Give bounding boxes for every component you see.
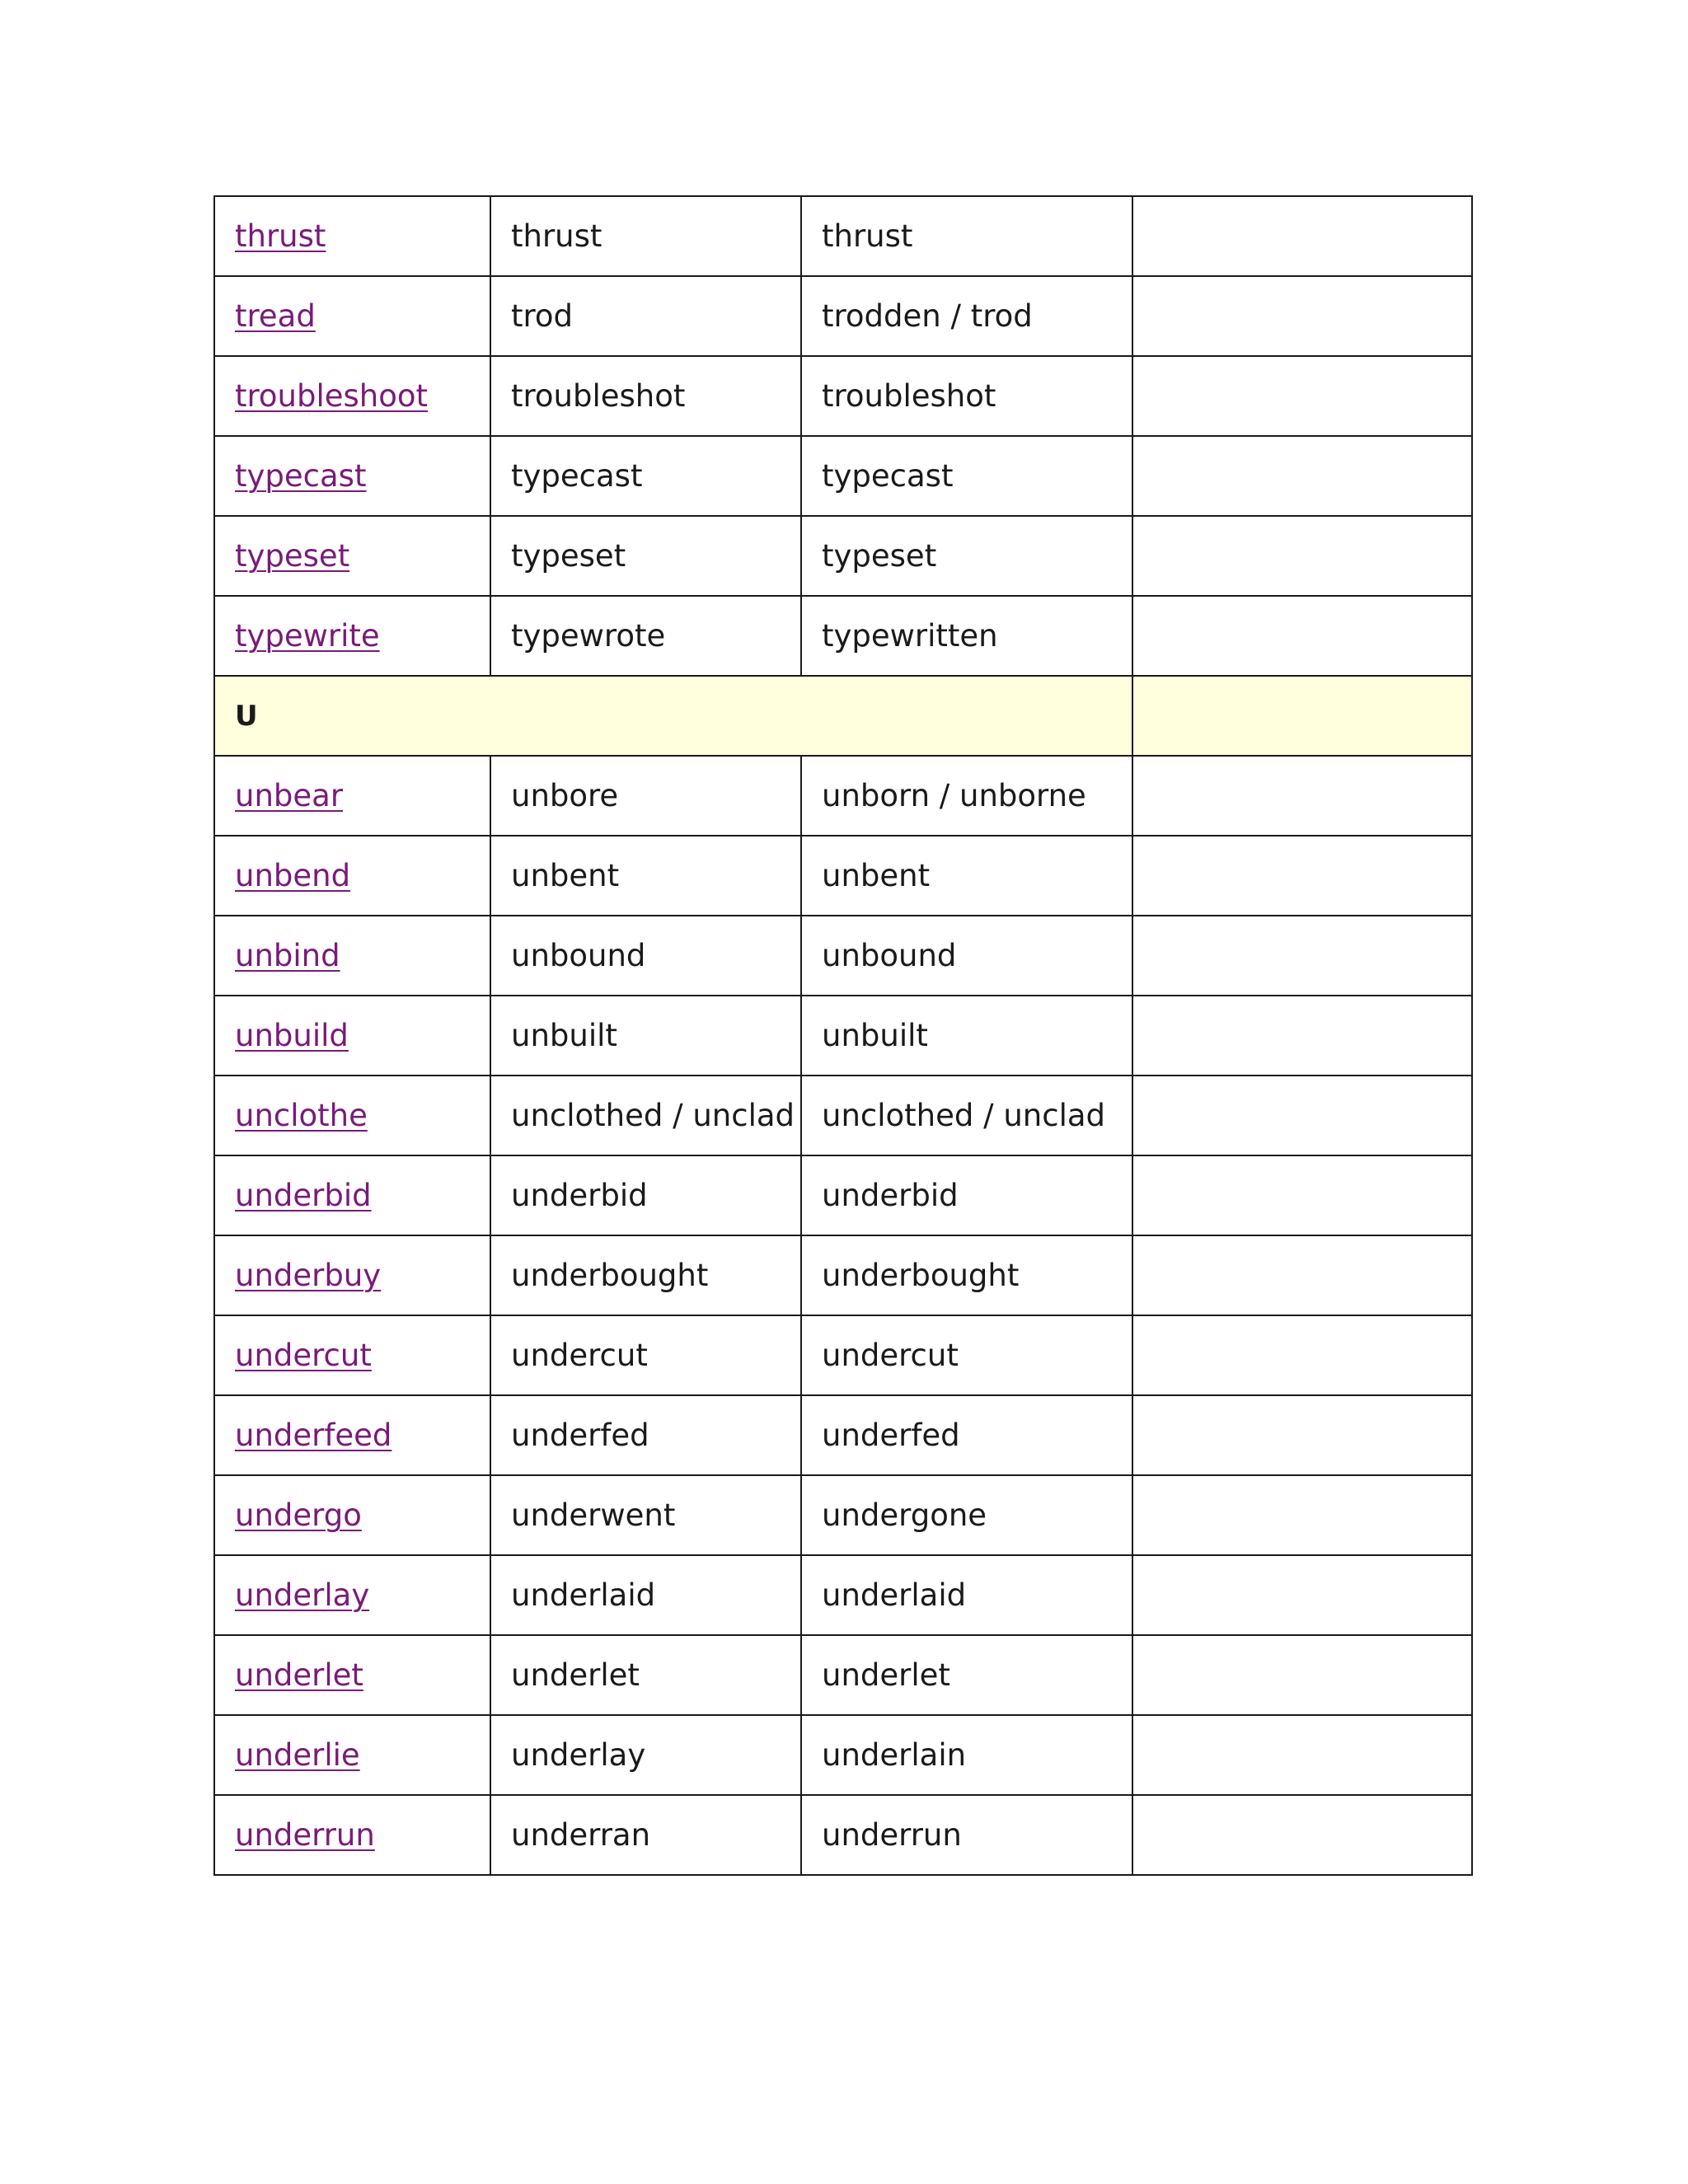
verb-link[interactable]: underlie bbox=[235, 1737, 360, 1773]
verb-link[interactable]: tread bbox=[235, 298, 316, 334]
past-simple-cell: underwent bbox=[490, 1475, 801, 1555]
base-form-cell bbox=[214, 596, 490, 676]
base-form-cell bbox=[214, 996, 490, 1076]
section-letter: U bbox=[214, 676, 1132, 756]
note-cell bbox=[1132, 196, 1472, 276]
note-cell bbox=[1132, 1715, 1472, 1795]
note-cell bbox=[1132, 596, 1472, 676]
past-participle-cell: typecast bbox=[801, 436, 1132, 516]
past-participle-cell: undergone bbox=[801, 1475, 1132, 1555]
past-participle-cell: unbound bbox=[801, 916, 1132, 996]
past-participle-cell: troubleshot bbox=[801, 356, 1132, 436]
section-empty-cell bbox=[1132, 676, 1472, 756]
table-row bbox=[214, 516, 1472, 596]
note-cell bbox=[1132, 1235, 1472, 1315]
base-form-cell bbox=[214, 756, 490, 836]
past-simple-cell: typecast bbox=[490, 436, 801, 516]
note-cell bbox=[1132, 916, 1472, 996]
past-simple-cell: unbent bbox=[490, 836, 801, 916]
verb-link[interactable]: unbind bbox=[235, 938, 340, 973]
past-participle-cell: typewritten bbox=[801, 596, 1132, 676]
table-row bbox=[214, 436, 1472, 516]
base-form-cell bbox=[214, 1315, 490, 1395]
past-participle-cell: unclothed / unclad bbox=[801, 1076, 1132, 1155]
past-simple-cell: undercut bbox=[490, 1315, 801, 1395]
verb-link[interactable]: troubleshoot bbox=[235, 378, 429, 414]
table-row bbox=[214, 1155, 1472, 1235]
verb-link[interactable]: underbuy bbox=[235, 1258, 382, 1293]
past-simple-cell: underran bbox=[490, 1795, 801, 1875]
past-participle-cell: unbuilt bbox=[801, 996, 1132, 1076]
verb-link[interactable]: underbid bbox=[235, 1178, 372, 1213]
base-form-cell bbox=[214, 1395, 490, 1475]
past-simple-cell: underlay bbox=[490, 1715, 801, 1795]
note-cell bbox=[1132, 1155, 1472, 1235]
verb-link[interactable]: unbear bbox=[235, 778, 344, 813]
past-participle-cell: underbought bbox=[801, 1235, 1132, 1315]
note-cell bbox=[1132, 1795, 1472, 1875]
verb-link[interactable]: underlet bbox=[235, 1657, 363, 1693]
table-row bbox=[214, 1635, 1472, 1715]
table-row bbox=[214, 1715, 1472, 1795]
past-participle-cell: undercut bbox=[801, 1315, 1132, 1395]
base-form-cell bbox=[214, 1076, 490, 1155]
past-participle-cell: typeset bbox=[801, 516, 1132, 596]
note-cell bbox=[1132, 1555, 1472, 1635]
note-cell bbox=[1132, 756, 1472, 836]
base-form-cell bbox=[214, 1555, 490, 1635]
base-form-cell bbox=[214, 516, 490, 596]
base-form-cell bbox=[214, 196, 490, 276]
base-form-cell bbox=[214, 836, 490, 916]
past-simple-cell: trod bbox=[490, 276, 801, 356]
table-row bbox=[214, 1795, 1472, 1875]
base-form-cell bbox=[214, 1795, 490, 1875]
note-cell bbox=[1132, 1635, 1472, 1715]
verb-table-body bbox=[214, 196, 1472, 1875]
past-simple-cell: underlaid bbox=[490, 1555, 801, 1635]
past-participle-cell: underlaid bbox=[801, 1555, 1132, 1635]
base-form-cell bbox=[214, 356, 490, 436]
past-simple-cell: typeset bbox=[490, 516, 801, 596]
past-simple-cell: unbound bbox=[490, 916, 801, 996]
past-participle-cell: trodden / trod bbox=[801, 276, 1132, 356]
past-participle-cell: underfed bbox=[801, 1395, 1132, 1475]
verb-link[interactable]: thrust bbox=[235, 218, 326, 254]
table-row bbox=[214, 596, 1472, 676]
table-row bbox=[214, 756, 1472, 836]
past-simple-cell: underfed bbox=[490, 1395, 801, 1475]
table-row bbox=[214, 1555, 1472, 1635]
past-simple-cell: underbought bbox=[490, 1235, 801, 1315]
past-participle-cell: unborn / unborne bbox=[801, 756, 1132, 836]
base-form-cell bbox=[214, 436, 490, 516]
table-row bbox=[214, 836, 1472, 916]
note-cell bbox=[1132, 1475, 1472, 1555]
base-form-cell bbox=[214, 1715, 490, 1795]
verb-link[interactable]: undergo bbox=[235, 1497, 362, 1533]
base-form-cell bbox=[214, 1155, 490, 1235]
note-cell bbox=[1132, 276, 1472, 356]
past-participle-cell: unbent bbox=[801, 836, 1132, 916]
note-cell bbox=[1132, 436, 1472, 516]
table-row bbox=[214, 196, 1472, 276]
table-row bbox=[214, 1235, 1472, 1315]
verb-link[interactable]: underlay bbox=[235, 1577, 370, 1613]
verb-link[interactable]: unbuild bbox=[235, 1018, 349, 1053]
table-row bbox=[214, 356, 1472, 436]
irregular-verbs-table bbox=[213, 195, 1473, 1876]
note-cell bbox=[1132, 1395, 1472, 1475]
verb-link[interactable]: typeset bbox=[235, 538, 350, 574]
past-simple-cell: thrust bbox=[490, 196, 801, 276]
verb-link[interactable]: unbend bbox=[235, 858, 351, 893]
base-form-cell bbox=[214, 916, 490, 996]
table-row bbox=[214, 1475, 1472, 1555]
base-form-cell bbox=[214, 1635, 490, 1715]
note-cell bbox=[1132, 996, 1472, 1076]
note-cell bbox=[1132, 516, 1472, 596]
past-simple-cell: typewrote bbox=[490, 596, 801, 676]
note-cell bbox=[1132, 1315, 1472, 1395]
past-participle-cell: thrust bbox=[801, 196, 1132, 276]
table-row bbox=[214, 276, 1472, 356]
table-row bbox=[214, 996, 1472, 1076]
note-cell bbox=[1132, 836, 1472, 916]
base-form-cell bbox=[214, 1235, 490, 1315]
note-cell bbox=[1132, 1076, 1472, 1155]
verb-link[interactable]: underrun bbox=[235, 1817, 375, 1853]
verb-link[interactable]: typecast bbox=[235, 458, 367, 494]
past-simple-cell: troubleshot bbox=[490, 356, 801, 436]
base-form-cell bbox=[214, 276, 490, 356]
table-row bbox=[214, 1315, 1472, 1395]
verb-link[interactable]: underfeed bbox=[235, 1418, 392, 1453]
past-simple-cell: underbid bbox=[490, 1155, 801, 1235]
base-form-cell bbox=[214, 1475, 490, 1555]
table-row bbox=[214, 916, 1472, 996]
past-participle-cell: underlet bbox=[801, 1635, 1132, 1715]
past-simple-cell: unbore bbox=[490, 756, 801, 836]
note-cell bbox=[1132, 356, 1472, 436]
past-simple-cell: unclothed / unclad bbox=[490, 1076, 801, 1155]
section-header-row bbox=[214, 676, 1472, 756]
past-simple-cell: underlet bbox=[490, 1635, 801, 1715]
table-row bbox=[214, 1076, 1472, 1155]
past-participle-cell: underbid bbox=[801, 1155, 1132, 1235]
verb-link[interactable]: unclothe bbox=[235, 1098, 368, 1133]
past-participle-cell: underlain bbox=[801, 1715, 1132, 1795]
past-simple-cell: unbuilt bbox=[490, 996, 801, 1076]
verb-link[interactable]: undercut bbox=[235, 1338, 372, 1373]
table-row bbox=[214, 1395, 1472, 1475]
past-participle-cell: underrun bbox=[801, 1795, 1132, 1875]
verb-link[interactable]: typewrite bbox=[235, 618, 380, 654]
